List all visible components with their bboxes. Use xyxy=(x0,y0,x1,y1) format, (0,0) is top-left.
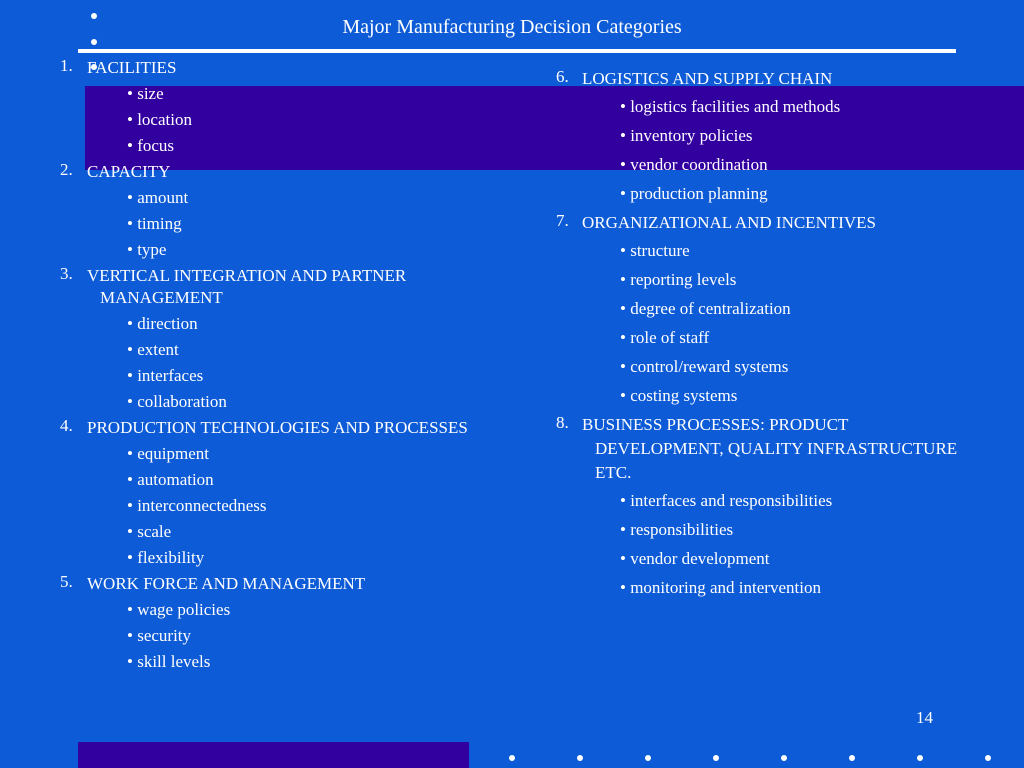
list-item: • costing systems xyxy=(620,386,738,405)
list-item: • monitoring and intervention xyxy=(620,578,821,597)
list-item: • security xyxy=(127,626,192,645)
list-item: • inventory policies xyxy=(620,126,753,145)
section-label: ORGANIZATIONAL AND INCENTIVES xyxy=(582,213,877,232)
list-item: • scale xyxy=(127,522,172,541)
list-item: • reporting levels xyxy=(620,270,737,289)
section-label: VERTICAL INTEGRATION AND PARTNER xyxy=(87,266,407,285)
list-item: • automation xyxy=(127,470,214,489)
section-label-continued: ETC. xyxy=(595,463,632,482)
section-number: 4. xyxy=(60,416,73,435)
list-item: • focus xyxy=(127,136,175,155)
section-number: 5. xyxy=(60,572,73,591)
decor-dot xyxy=(713,755,719,761)
section-label-continued: MANAGEMENT xyxy=(100,288,223,307)
section-organizational xyxy=(556,209,1024,411)
section-label: LOGISTICS AND SUPPLY CHAIN xyxy=(582,69,833,88)
section-number: 3. xyxy=(60,264,73,283)
list-item: • type xyxy=(127,240,167,259)
list-item: • timing xyxy=(127,214,182,233)
list-item: • equipment xyxy=(127,444,209,463)
list-item: • size xyxy=(127,84,164,103)
list-item: • interfaces xyxy=(127,366,204,385)
list-item: • collaboration xyxy=(127,392,227,411)
section-capacity xyxy=(60,159,540,263)
section-label: FACILITIES xyxy=(87,58,177,77)
section-facilities xyxy=(60,55,540,159)
page-number: 14 xyxy=(916,708,933,727)
list-item: • interfaces and responsibilities xyxy=(620,491,833,510)
list-item: • location xyxy=(127,110,192,129)
list-item: • amount xyxy=(127,188,189,207)
section-work-force xyxy=(60,571,540,675)
section-business-processes xyxy=(556,411,1024,603)
list-item: • interconnectedness xyxy=(127,496,267,515)
section-logistics xyxy=(556,65,1024,209)
decor-dot xyxy=(781,755,787,761)
decor-dot xyxy=(917,755,923,761)
list-item: • wage policies xyxy=(127,600,231,619)
list-item: • skill levels xyxy=(127,652,211,671)
list-item: • vendor coordination xyxy=(620,155,768,174)
list-item: • control/reward systems xyxy=(620,357,789,376)
decor-dot xyxy=(509,755,515,761)
left-column xyxy=(60,55,540,675)
section-number: 6. xyxy=(556,67,569,86)
decor-dot xyxy=(985,755,991,761)
list-item: • flexibility xyxy=(127,548,205,567)
section-number: 1. xyxy=(60,56,73,75)
slide-title: Major Manufacturing Decision Categories xyxy=(342,16,682,38)
section-label: CAPACITY xyxy=(87,162,171,181)
section-vertical-integration xyxy=(60,263,540,415)
list-item: • direction xyxy=(127,314,198,333)
list-item: • responsibilities xyxy=(620,520,734,539)
section-label: WORK FORCE AND MANAGEMENT xyxy=(87,574,366,593)
footer-bar xyxy=(78,742,469,768)
section-label: PRODUCTION TECHNOLOGIES AND PROCESSES xyxy=(87,418,468,437)
section-label-continued: DEVELOPMENT, QUALITY INFRASTRUCTURE xyxy=(595,439,958,458)
list-item: • role of staff xyxy=(620,328,710,347)
decor-dot xyxy=(849,755,855,761)
section-number: 8. xyxy=(556,413,569,432)
list-item: • structure xyxy=(620,241,690,260)
decor-dot xyxy=(577,755,583,761)
decor-dot xyxy=(645,755,651,761)
section-number: 7. xyxy=(556,211,569,230)
section-number: 2. xyxy=(60,160,73,179)
section-production-technologies xyxy=(60,415,540,571)
list-item: • production planning xyxy=(620,184,768,203)
section-label: BUSINESS PROCESSES: PRODUCT xyxy=(582,415,849,434)
list-item: • degree of centralization xyxy=(620,299,791,318)
right-column xyxy=(556,65,1024,603)
title-rule xyxy=(78,49,956,53)
list-item: • extent xyxy=(127,340,179,359)
list-item: • vendor development xyxy=(620,549,770,568)
list-item: • logistics facilities and methods xyxy=(620,97,841,116)
